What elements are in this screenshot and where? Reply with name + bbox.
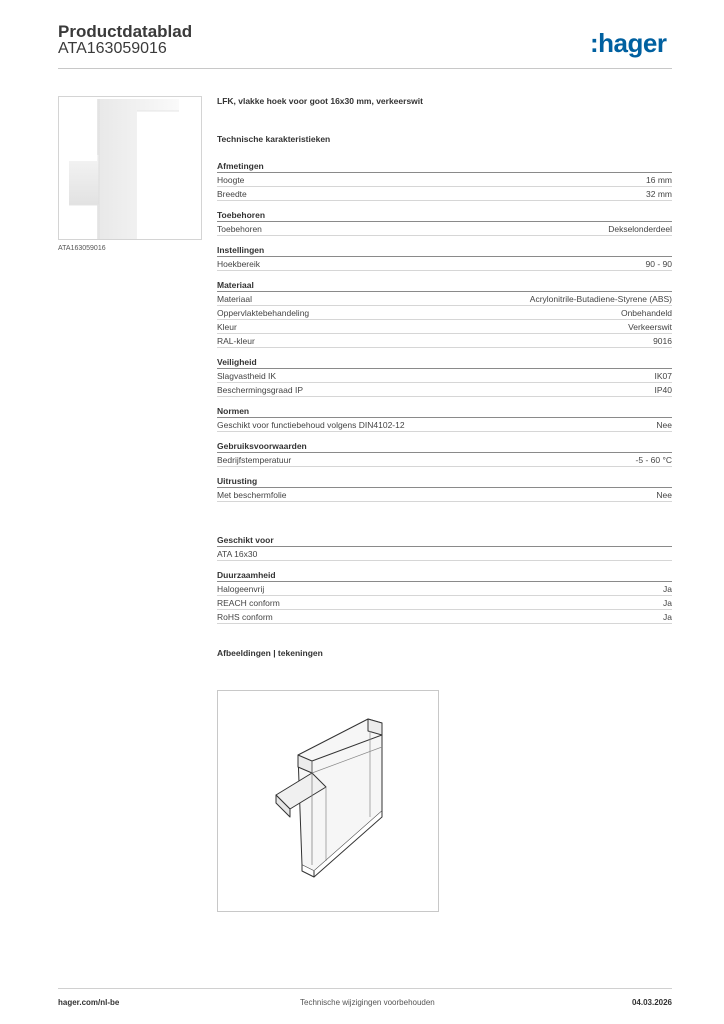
spec-row — [217, 222, 672, 236]
spec-row — [217, 306, 672, 320]
spec-row — [217, 547, 672, 561]
section-title: Instellingen — [217, 244, 672, 257]
spec-value: Ja — [663, 598, 672, 608]
spec-row — [217, 334, 672, 348]
spec-value: -5 - 60 °C — [635, 455, 672, 465]
spec-value: 9016 — [653, 336, 672, 346]
spec-label: RoHS conform — [217, 612, 273, 622]
section-uitrusting — [217, 475, 672, 502]
spec-value: Acrylonitrile-Butadiene-Styrene (ABS) — [529, 294, 672, 304]
section-title: Materiaal — [217, 279, 672, 292]
section-title: Veiligheid — [217, 356, 672, 369]
spec-value: Ja — [663, 612, 672, 622]
technical-drawing-image — [218, 691, 438, 911]
footer-date: 04.03.2026 — [631, 998, 672, 1007]
section-afmetingen — [217, 160, 672, 201]
technical-drawing — [217, 690, 439, 912]
spec-row — [217, 610, 672, 624]
photo-caption: ATA163059016 — [58, 245, 106, 252]
spec-row — [217, 488, 672, 502]
spec-label: Hoekbereik — [217, 259, 260, 269]
spec-label: RAL-kleur — [217, 336, 255, 346]
spec-label: Beschermingsgraad IP — [217, 385, 303, 395]
spec-value: Nee — [656, 490, 672, 500]
spec-row — [217, 453, 672, 467]
spec-label: Kleur — [217, 322, 237, 332]
section-title: Afmetingen — [217, 160, 672, 173]
section-materiaal — [217, 279, 672, 348]
spec-value: IK07 — [654, 371, 672, 381]
spec-value: Dekselonderdeel — [608, 224, 672, 234]
section-gebruiksvoorwaarden — [217, 440, 672, 467]
section-veiligheid — [217, 356, 672, 397]
spec-row — [217, 582, 672, 596]
spec-label: Hoogte — [217, 175, 245, 185]
spec-value: Nee — [656, 420, 672, 430]
footer-website-link[interactable]: hager.com/nl-be — [58, 998, 120, 1007]
footer-disclaimer: Technische wijzigingen voorbehouden — [300, 998, 435, 1007]
spec-row — [217, 292, 672, 306]
spec-value: Ja — [663, 584, 672, 594]
header-divider — [58, 68, 672, 69]
section-title: Normen — [217, 405, 672, 418]
page-title: Productdatablad — [58, 22, 193, 41]
section-normen — [217, 405, 672, 432]
spec-row — [217, 173, 672, 187]
spec-row — [217, 383, 672, 397]
spec-value: 90 - 90 — [645, 259, 672, 269]
section-title: Gebruiksvoorwaarden — [217, 440, 672, 453]
spec-value: 32 mm — [646, 189, 672, 199]
spec-label: REACH conform — [217, 598, 280, 608]
spec-label: Met beschermfolie — [217, 490, 287, 500]
spec-content — [217, 96, 672, 662]
spec-row — [217, 187, 672, 201]
drawings-heading: Afbeeldingen | tekeningen — [217, 648, 323, 658]
product-description: LFK, vlakke hoek voor goot 16x30 mm, verkeerswit — [217, 96, 423, 106]
spec-row — [217, 320, 672, 334]
section-title: Uitrusting — [217, 475, 672, 488]
spec-label: ATA 16x30 — [217, 549, 258, 559]
spec-value: IP40 — [654, 385, 672, 395]
spec-label: Oppervlaktebehandeling — [217, 308, 310, 318]
spec-row — [217, 596, 672, 610]
spec-label: Halogeenvrij — [217, 584, 265, 594]
section-title: Geschikt voor — [217, 534, 672, 547]
section-geschikt-voor — [217, 534, 672, 561]
spec-label: Materiaal — [217, 294, 252, 304]
tech-heading: Technische karakteristieken — [217, 134, 331, 144]
spec-label: Geschikt voor functiebehoud volgens DIN4102-12 — [217, 420, 405, 430]
spec-label: Breedte — [217, 189, 247, 199]
section-duurzaamheid — [217, 569, 672, 624]
hager-logo: :hager — [590, 28, 667, 58]
article-number: ATA163059016 — [58, 40, 167, 57]
spec-value: 16 mm — [646, 175, 672, 185]
spec-value: Onbehandeld — [620, 308, 672, 318]
section-title: Duurzaamheid — [217, 569, 672, 582]
spec-value: Verkeerswit — [628, 322, 672, 332]
product-photo — [58, 96, 202, 240]
footer-divider — [58, 988, 672, 989]
spec-label: Bedrijfstemperatuur — [217, 455, 292, 465]
spec-row — [217, 418, 672, 432]
product-photo-image — [59, 97, 201, 239]
section-toebehoren — [217, 209, 672, 236]
spec-label: Toebehoren — [217, 224, 262, 234]
section-instellingen — [217, 244, 672, 271]
section-title: Toebehoren — [217, 209, 672, 222]
spec-row — [217, 369, 672, 383]
spec-row — [217, 257, 672, 271]
spec-label: Slagvastheid IK — [217, 371, 277, 381]
